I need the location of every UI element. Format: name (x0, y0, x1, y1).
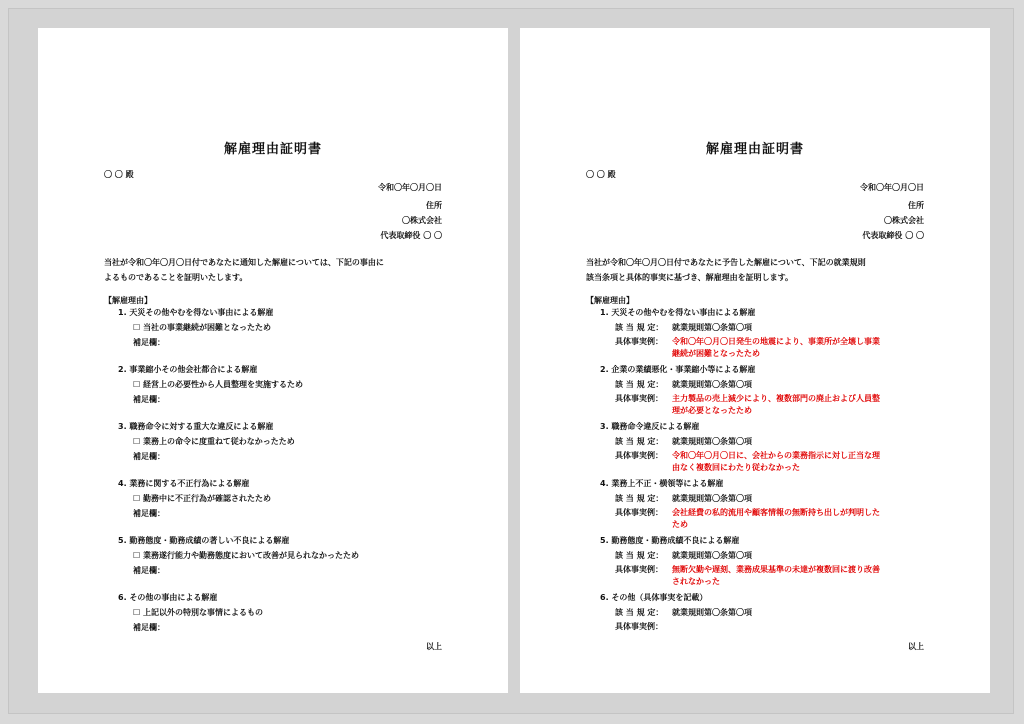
reason-checkbox[interactable]: ☐ 上記以外の特別な事情によるもの (133, 608, 263, 617)
supplement-field[interactable]: 補足欄： (133, 509, 165, 518)
provision-label: 該 当 規 定： (615, 323, 664, 332)
closing-text: 以上 (908, 642, 924, 651)
fact-label: 具体事実例： (615, 337, 663, 346)
supplement-field[interactable]: 補足欄： (133, 566, 165, 575)
supplement-field[interactable]: 補足欄： (133, 338, 165, 347)
reason-heading: 3. 職務命令に対する重大な違反による解雇 (118, 422, 274, 431)
issue-date: 令和〇年〇月〇日 (860, 183, 924, 192)
reason-heading: 6. その他（具体事実を記載） (600, 593, 708, 602)
body-text-line: 該当条項と具体的事実に基づき、解雇理由を証明します。 (586, 273, 794, 282)
section-header: 【解雇理由】 (586, 296, 634, 305)
fact-text: 令和〇年〇月〇日に、会社からの業務指示に対し正当な理 (672, 451, 880, 460)
company-name: 〇株式会社 (402, 216, 442, 225)
reason-heading: 1. 天災その他やむを得ない事由による解雇 (600, 308, 756, 317)
provision-label: 該 当 規 定： (615, 437, 664, 446)
recipient: 〇 〇 殿 (104, 170, 134, 179)
fact-text: 理が必要となったため (672, 406, 752, 415)
closing-text: 以上 (426, 642, 442, 651)
provision-value: 就業規則第〇条第〇項 (672, 608, 752, 617)
provision-value: 就業規則第〇条第〇項 (672, 437, 752, 446)
fact-text: 無断欠勤や遅刻、業務成果基準の未達が複数回に渡り改善 (672, 565, 880, 574)
representative: 代表取締役 〇 〇 (380, 231, 442, 240)
body-text-line: 当社が令和〇年〇月〇日付であなたに通知した解雇については、下記の事由に (104, 258, 384, 267)
fact-text: ため (672, 520, 688, 529)
body-text-line: よるものであることを証明いたします。 (104, 273, 248, 282)
supplement-field[interactable]: 補足欄： (133, 395, 165, 404)
fact-label: 具体事実例： (615, 622, 663, 631)
fact-label: 具体事実例： (615, 508, 663, 517)
provision-label: 該 当 規 定： (615, 608, 664, 617)
fact-text: 継続が困難となったため (672, 349, 760, 358)
provision-label: 該 当 規 定： (615, 494, 664, 503)
address-label: 住所 (426, 201, 442, 210)
document-page-left (38, 28, 508, 693)
document-title: 解雇理由証明書 (223, 142, 322, 157)
fact-text: されなかった (672, 577, 720, 586)
reason-heading: 5. 勤務態度・勤務成績の著しい不良による解雇 (118, 536, 290, 545)
company-name: 〇株式会社 (884, 216, 924, 225)
representative: 代表取締役 〇 〇 (862, 231, 924, 240)
recipient: 〇 〇 殿 (586, 170, 616, 179)
reason-checkbox[interactable]: ☐ 業務上の命令に度重ねて従わなかったため (133, 437, 295, 446)
fact-label: 具体事実例： (615, 451, 663, 460)
document-title: 解雇理由証明書 (705, 142, 804, 157)
reason-heading: 6. その他の事由による解雇 (118, 593, 218, 602)
reason-heading: 2. 事業縮小その他会社都合による解雇 (118, 365, 258, 374)
supplement-field[interactable]: 補足欄： (133, 452, 165, 461)
reason-heading: 4. 業務上不正・横領等による解雇 (600, 479, 724, 488)
provision-label: 該 当 規 定： (615, 380, 664, 389)
reason-checkbox[interactable]: ☐ 勤務中に不正行為が確認されたため (133, 494, 271, 503)
fact-text: 令和〇年〇月〇日発生の地震により、事業所が全壊し事業 (672, 337, 880, 346)
provision-value: 就業規則第〇条第〇項 (672, 323, 752, 332)
provision-label: 該 当 規 定： (615, 551, 664, 560)
provision-value: 就業規則第〇条第〇項 (672, 380, 752, 389)
document-page-right (520, 28, 990, 693)
fact-text: 主力製品の売上減少により、複数部門の廃止および人員整 (672, 394, 880, 403)
reason-heading: 4. 業務に関する不正行為による解雇 (118, 479, 250, 488)
reason-checkbox[interactable]: ☐ 業務遂行能力や勤務態度において改善が見られなかったため (133, 551, 359, 560)
reason-checkbox[interactable]: ☐ 当社の事業継続が困難となったため (133, 323, 271, 332)
reason-checkbox[interactable]: ☐ 経営上の必要性から人員整理を実施するため (133, 380, 303, 389)
body-text-line: 当社が令和〇年〇月〇日付であなたに予告した解雇について、下記の就業規則 (586, 258, 866, 267)
fact-text: 会社経費の私的流用や顧客情報の無断持ち出しが判明した (672, 508, 880, 517)
address-label: 住所 (908, 201, 924, 210)
issue-date: 令和〇年〇月〇日 (378, 183, 442, 192)
provision-value: 就業規則第〇条第〇項 (672, 494, 752, 503)
supplement-field[interactable]: 補足欄： (133, 623, 165, 632)
section-header: 【解雇理由】 (104, 296, 152, 305)
reason-heading: 2. 企業の業績悪化・事業縮小等による解雇 (600, 365, 756, 374)
fact-text: 由なく複数回にわたり従わなかった (672, 463, 800, 472)
reason-heading: 5. 勤務態度・勤務成績不良による解雇 (600, 536, 740, 545)
reason-heading: 3. 職務命令違反による解雇 (600, 422, 700, 431)
provision-value: 就業規則第〇条第〇項 (672, 551, 752, 560)
reason-heading: 1. 天災その他やむを得ない事由による解雇 (118, 308, 274, 317)
fact-label: 具体事実例： (615, 394, 663, 403)
fact-label: 具体事実例： (615, 565, 663, 574)
